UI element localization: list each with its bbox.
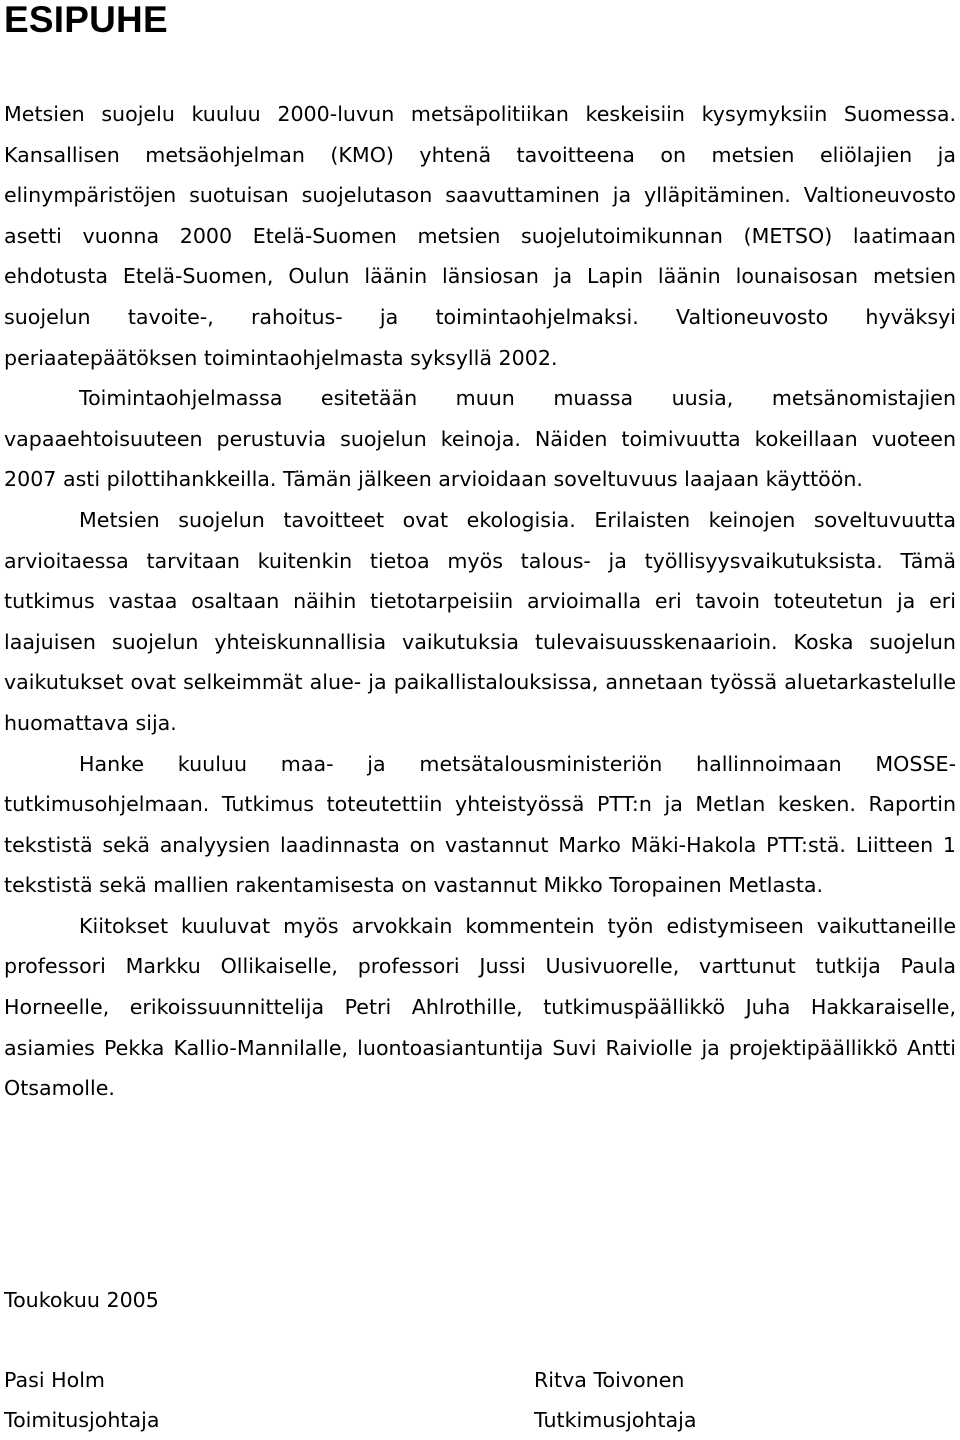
page-title: ESIPUHE	[4, 0, 168, 40]
signer-name-1: Pasi Holm	[4, 1368, 105, 1392]
paragraph-1: Metsien suojelu kuuluu 2000-luvun metsäpolitiikan keskeisiin kysymyksiin Suomessa. Kansallisen metsäohjelman (KMO) yhtenä tavoitteena on metsien eliölajien ja elinympäristöjen suotuisan suojelutason saavuttaminen ja ylläpitäminen. Valtioneuvosto asetti vuonna 2000 Etelä-Suomen metsien suojelutoimikunnan (METSO) laatimaan ehdotusta Etelä-Suomen, Oulun läänin länsiosan ja Lapin läänin lounaisosan metsien suojelun tavoite-, rahoitus- ja toimintaohjelmaksi. Valtioneuvosto hyväksyi periaatepäätöksen toimintaohjelmasta syksyllä 2002.	[4, 102, 956, 370]
paragraph-3: Metsien suojelun tavoitteet ovat ekologisia. Erilaisten keinojen soveltuvuutta arvioitaessa tarvitaan kuitenkin tietoa myös talous- ja työllisyysvaikutuksista. Tämä tutkimus vastaa osaltaan näihin tietotarpeisiin arvioimalla eri tavoin toteutetun ja eri laajuisen suojelun yhteiskunnallisia vaikutuksia tulevaisuusskenaarioin. Koska suojelun vaikutukset ovat selkeimmät alue- ja paikallistalouksissa, annetaan työssä aluetarkastelulle huomattava sija.	[4, 507, 956, 735]
paragraph-5: Kiitokset kuuluvat myös arvokkain kommentein työn edistymiseen vaikuttaneille professori Markku Ollikaiselle, professori Jussi Uusivuorelle, varttunut tutkija Paula Horneelle, erikoissuunnittelija Petri Ahlrothille, tutkimuspäällikkö Juha Hakkaraiselle, asiamies Pekka Kallio-Mannilalle, luontoasiantuntija Suvi Raiviolle ja projektipäällikkö Antti Otsamolle.	[4, 913, 956, 1101]
signer-name-2: Ritva Toivonen	[534, 1368, 685, 1392]
foreword-body	[4, 94, 956, 1109]
signature-block-2	[534, 1360, 696, 1440]
signer-title-1: Toimitusjohtaja	[4, 1408, 160, 1432]
document-date: Toukokuu 2005	[4, 1288, 159, 1312]
signer-title-2: Tutkimusjohtaja	[534, 1408, 697, 1432]
paragraph-2: Toimintaohjelmassa esitetään muun muassa uusia, metsänomistajien vapaaehtoisuuteen perustuvia suojelun keinoja. Näiden toimivuutta kokeillaan vuoteen 2007 asti pilottihankkeilla. Tämän jälkeen arvioidaan soveltuvuus laajaan käyttöön.	[4, 386, 956, 492]
signature-block-1	[4, 1360, 159, 1440]
paragraph-4: Hanke kuuluu maa- ja metsätalousministeriön hallinnoimaan MOSSEtutkimusohjelmaan. Tutkimus toteutettiin yhteistyössä PTT:n ja Metlan kesken. Raportin tekstistä sekä analyysien laadinnasta on vastannut Marko Mäki-Hakola PTT:stä. Liitteen 1 tekstistä sekä mallien rakentamisesta on vastannut Mikko Toropainen Metlasta.	[4, 751, 956, 898]
